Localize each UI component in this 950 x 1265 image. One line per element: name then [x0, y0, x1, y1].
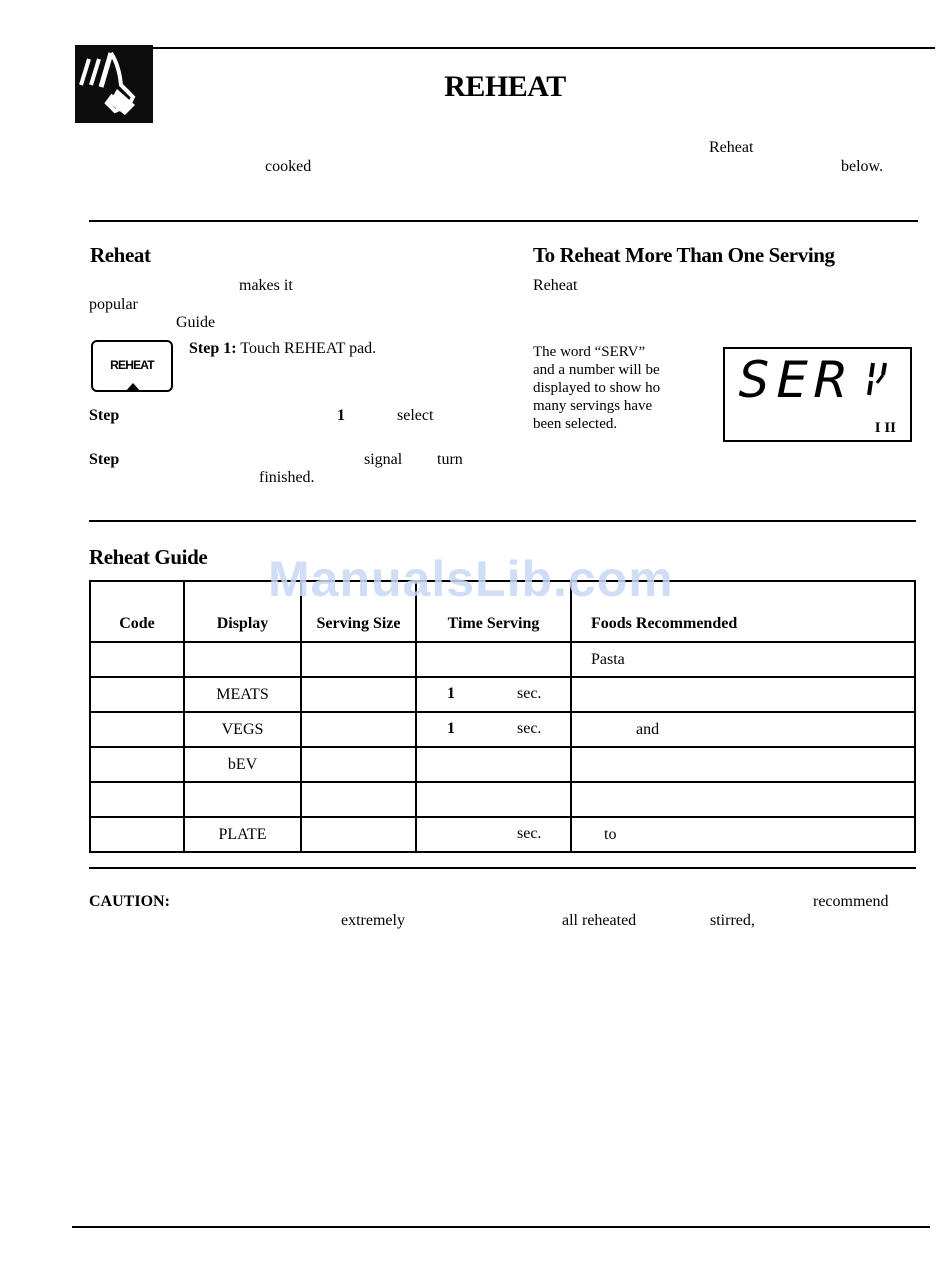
caution-word-stirred: stirred,: [710, 912, 755, 929]
step3-label: Step: [89, 451, 120, 468]
serv-note-line: displayed to show ho: [533, 380, 661, 396]
cell-size: [301, 817, 416, 852]
guide-heading: Reheat Guide: [89, 545, 208, 569]
step2-number: 1: [337, 407, 345, 424]
cell-time: [416, 782, 571, 817]
reheat-line-popular: popular: [89, 296, 138, 313]
cell-display: [184, 782, 301, 817]
step3-word-finished: finished.: [259, 469, 315, 486]
cell-display: bEV: [184, 747, 301, 782]
table-row: [90, 712, 915, 747]
caution-word-all-reheated: all reheated: [562, 912, 637, 929]
cell-code: [90, 677, 184, 712]
section-rule-1: [89, 220, 918, 222]
intro-word-cooked: cooked: [265, 158, 312, 175]
step1-label: Step 1:: [189, 340, 237, 357]
cell-foods-text: and: [636, 720, 660, 738]
table-row: [90, 677, 915, 712]
cell-time: [416, 677, 571, 712]
reheat-pad-button[interactable]: [91, 340, 173, 392]
cell-display: PLATE: [184, 817, 301, 852]
cell-foods: [571, 817, 915, 852]
cell-time-unit: sec.: [517, 720, 542, 737]
serv-note-line: been selected.: [533, 416, 618, 432]
cell-time: [416, 712, 571, 747]
intro-word-below: below.: [841, 158, 884, 175]
table-row: [90, 642, 915, 677]
cell-time: [416, 642, 571, 677]
cell-foods: [571, 782, 915, 817]
cell-code: [90, 747, 184, 782]
reheat-heading: Reheat: [90, 243, 151, 267]
cell-size: [301, 712, 416, 747]
reheat-line-makes-it: makes it: [239, 277, 293, 294]
section-rule-2: [89, 520, 916, 522]
col-code: Code: [90, 581, 184, 642]
section-rule-3: [89, 867, 916, 869]
cell-time-unit: sec.: [517, 825, 542, 842]
serv-display-indicator: I II: [874, 420, 896, 436]
cell-time: [416, 817, 571, 852]
watermark: ManualsLib.com: [268, 551, 674, 607]
step3-word-signal: signal: [364, 451, 403, 468]
page-title: REHEAT: [444, 70, 566, 103]
caution-word-extremely: extremely: [341, 912, 405, 929]
cell-size: [301, 677, 416, 712]
cell-size: [301, 747, 416, 782]
intro-word-reheat: Reheat: [709, 139, 754, 156]
multi-serving-heading: To Reheat More Than One Serving: [533, 243, 835, 267]
serv-display-text: SER: [738, 351, 853, 409]
cell-time: [416, 747, 571, 782]
cell-code: [90, 642, 184, 677]
col-time-serving: Time Serving: [416, 581, 571, 642]
cell-code: [90, 712, 184, 747]
col-display: Display: [184, 581, 301, 642]
col-foods-recommended: Foods Recommended: [571, 581, 915, 642]
table-row: [90, 747, 915, 782]
caution-label: CAUTION:: [89, 893, 170, 910]
serv-note-line: many servings have: [533, 398, 653, 414]
cell-foods: [571, 747, 915, 782]
serv-display-digit-icon: [865, 359, 891, 404]
cell-size: [301, 782, 416, 817]
cell-foods-text: to: [604, 825, 617, 843]
footer-rule: [72, 1226, 930, 1228]
cell-foods: Pasta: [571, 642, 915, 677]
cell-display: MEATS: [184, 677, 301, 712]
col-serving-size: Serving Size: [301, 581, 416, 642]
step3-word-turn: turn: [437, 451, 463, 468]
cell-time-num: 1: [447, 720, 455, 737]
reheat-pad-label: REHEAT: [110, 358, 154, 372]
cell-size: [301, 642, 416, 677]
caution-word-recommend: recommend: [813, 893, 889, 910]
reheat-guide-table: [89, 580, 916, 853]
serv-note: [533, 343, 718, 433]
multi-line-reheat: Reheat: [533, 277, 578, 294]
serv-display-panel: [723, 347, 912, 442]
step1-instruction: Touch REHEAT pad.: [240, 340, 377, 357]
hand-touch-logo-icon: [75, 45, 153, 123]
step2-label: Step: [89, 407, 120, 424]
step1-text: [189, 339, 376, 358]
pad-indicator-triangle-icon: [125, 383, 141, 392]
header-rule: [153, 47, 935, 49]
serv-note-line: The word “SERV”: [533, 344, 646, 360]
table-row: [90, 782, 915, 817]
cell-foods: [571, 712, 915, 747]
cell-display: [184, 642, 301, 677]
serv-note-line: and a number will be: [533, 362, 660, 378]
cell-time-num: 1: [447, 685, 455, 702]
cell-code: [90, 817, 184, 852]
step2-word-select: select: [397, 407, 434, 424]
cell-code: [90, 782, 184, 817]
reheat-line-guide: Guide: [176, 314, 216, 331]
table-row: [90, 817, 915, 852]
cell-foods: [571, 677, 915, 712]
cell-time-unit: sec.: [517, 685, 542, 702]
cell-display: VEGS: [184, 712, 301, 747]
